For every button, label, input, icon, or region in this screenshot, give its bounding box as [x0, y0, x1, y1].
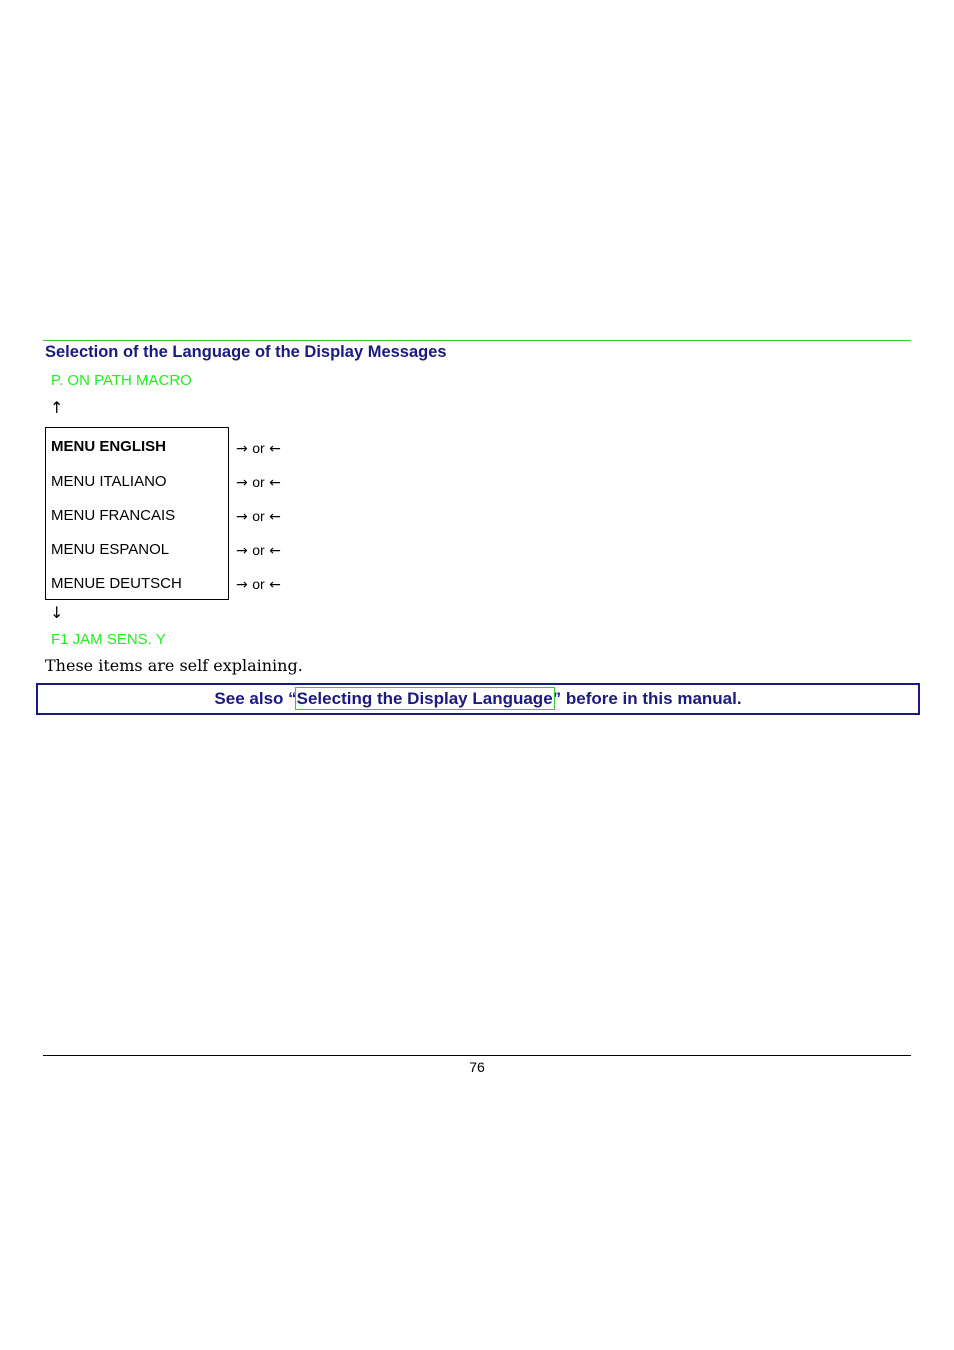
next-menu-item: F1 JAM SENS. Y — [51, 631, 166, 648]
arrow-right-icon: → — [236, 441, 248, 457]
nav-hint-or: or — [252, 508, 265, 524]
arrow-left-icon: ← — [269, 441, 281, 457]
description-text: These items are self explaining. — [45, 656, 303, 675]
menu-item-espanol: MENU ESPANOL — [51, 541, 170, 558]
arrow-left-icon: ← — [269, 475, 281, 491]
top-divider — [43, 340, 911, 341]
nav-hint-or: or — [252, 576, 265, 592]
menu-item-francais: MENU FRANCAIS — [51, 507, 176, 524]
menu-item-deutsch: MENUE DEUTSCH — [51, 575, 182, 592]
menu-item-english: MENU ENGLISH — [51, 438, 167, 455]
display-language-link[interactable]: Selecting the Display Language — [296, 689, 553, 708]
arrow-right-icon: → — [236, 509, 248, 525]
arrow-right-icon: → — [236, 543, 248, 559]
nav-hint-or: or — [252, 542, 265, 558]
nav-hint — [236, 474, 281, 491]
down-arrow-icon: ↓ — [50, 603, 64, 622]
see-also-text — [38, 689, 918, 709]
arrow-left-icon: ← — [269, 543, 281, 559]
arrow-left-icon: ← — [269, 509, 281, 525]
menu-item-italiano: MENU ITALIANO — [51, 473, 167, 490]
page-number: 76 — [469, 1059, 485, 1075]
arrow-right-icon: → — [236, 577, 248, 593]
see-also-suffix: ” before in this manual. — [552, 689, 742, 708]
nav-hint — [236, 508, 281, 525]
see-also-box — [36, 683, 920, 715]
nav-hint-or: or — [252, 474, 265, 490]
arrow-right-icon: → — [236, 475, 248, 491]
section-title: Selection of the Language of the Display Messages — [45, 343, 447, 361]
nav-hint — [236, 542, 281, 559]
nav-hint — [236, 440, 281, 457]
footer-divider — [43, 1055, 911, 1056]
up-arrow-icon: ↑ — [50, 398, 64, 417]
language-menu-box — [45, 427, 229, 600]
previous-menu-item: P. ON PATH MACRO — [51, 372, 192, 389]
see-also-prefix: See also “ — [214, 689, 297, 708]
nav-hint-or: or — [252, 440, 265, 456]
nav-hint — [236, 576, 281, 593]
arrow-left-icon: ← — [269, 577, 281, 593]
